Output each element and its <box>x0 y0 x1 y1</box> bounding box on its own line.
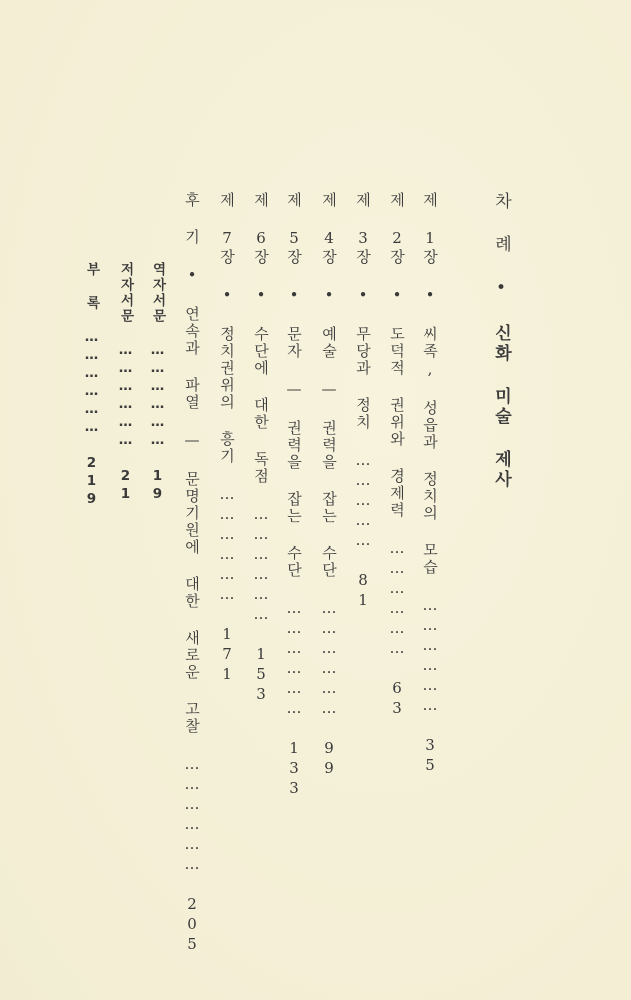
toc-entry-chapter-7[interactable]: 제 7장 • 정치권위의 흥기 ……………… 171 <box>218 192 236 685</box>
toc-entry-chapter-1[interactable]: 제 1장 • 씨족, 성읍과 정치의 모습 ……………… 35 <box>421 192 439 776</box>
toc-entry-appendix[interactable]: 부 록 ……………… 219 <box>83 262 100 509</box>
toc-entry-chapter-5[interactable]: 제 5장 • 문자 — 권력을 잡는 수단 ……………… 133 <box>285 192 303 799</box>
toc-entry-chapter-3[interactable]: 제 3장 • 무당과 정치 …………… 81 <box>354 192 372 611</box>
toc-entry-chapter-4[interactable]: 제 4장 • 예술 — 권력을 잡는 수단 ……………… 99 <box>320 192 338 779</box>
toc-title-main: 신화 미술 제사 <box>491 324 511 490</box>
toc-title <box>492 192 509 490</box>
toc-entry-translator-preface[interactable]: 역자서문 ……………… 19 <box>149 262 166 504</box>
toc-title-prefix: 차 례 • <box>491 192 511 301</box>
toc-entry-chapter-6[interactable]: 제 6장 • 수단에 대한 독점 ……………… 153 <box>252 192 270 705</box>
toc-entry-afterword[interactable]: 후 기 • 연속과 파열 — 문명기원에 대한 새로운 고찰 ……………… 205 <box>183 192 201 955</box>
toc-entry-author-preface[interactable]: 저자서문 ……………… 21 <box>117 262 134 504</box>
toc-entry-chapter-2[interactable]: 제 2장 • 도덕적 권위와 경제력 ……………… 63 <box>388 192 406 719</box>
